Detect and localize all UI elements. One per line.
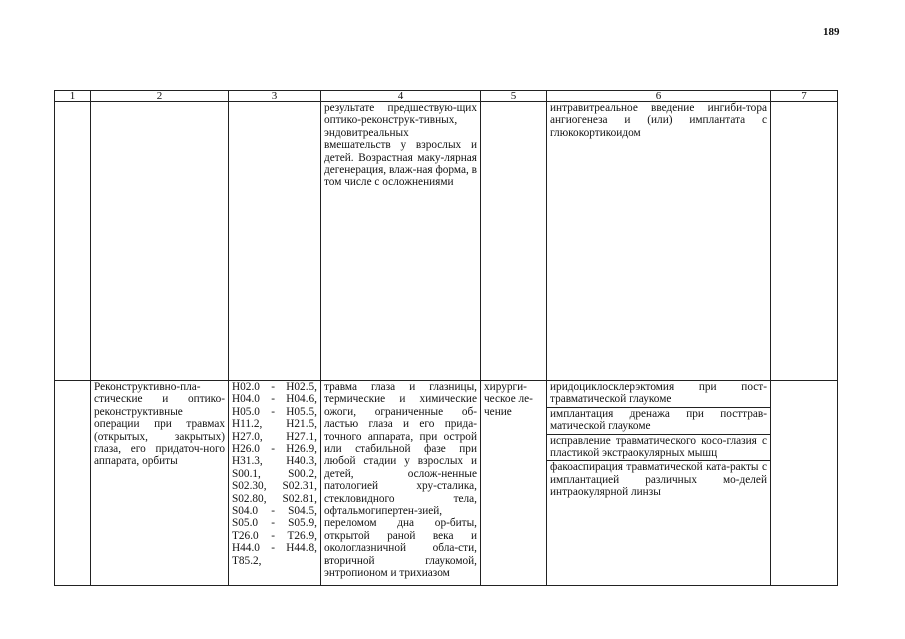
column-number: 5 xyxy=(481,91,547,102)
column-number-row xyxy=(55,91,838,102)
cell-icd-codes: H02.0 - H02.5, H04.0 - H04.6, H05.0 - H05.5, H11.2, H21.5, H27.0, H27.1, H26.0 - H26.9, H31.3, H40.3, S00.1, S00.2, S02.30, S02.31, S02.80, S02.81, S04.0 - S04.5, S05.0 - S05.9, T26.0 - T26.9, H44.0 - H44.8, T85.2, xyxy=(229,381,321,586)
page-number: 189 xyxy=(823,26,840,38)
treatment-method-item: факоаспирация травматической ката-ракты с имплантацией различных мо-делей интраокулярной линзы xyxy=(550,461,767,499)
column-number: 1 xyxy=(55,91,91,102)
column-number: 4 xyxy=(321,91,481,102)
column-number: 7 xyxy=(771,91,838,102)
column-number: 6 xyxy=(547,91,771,102)
treatment-method-item: имплантация дренажа при посттрав-матической глаукоме xyxy=(547,408,770,435)
table-row xyxy=(55,102,838,381)
column-number: 3 xyxy=(229,91,321,102)
cell-number xyxy=(55,381,91,586)
cell-treatment-methods xyxy=(547,381,771,586)
treatment-method-item: исправление травматического косо-глазия с пластикой экстраокулярных мышц xyxy=(547,435,770,462)
column-number: 2 xyxy=(91,91,229,102)
cell-number xyxy=(55,102,91,381)
cell-treatment-profile: Реконструктивно-пла-стические и оптико-реконструктивные операции при травмах (открытых, закрытых) глаза, его придаточ-ного аппарата, орбиты xyxy=(91,381,229,586)
cell-treatment-type xyxy=(481,102,547,381)
cell-treatment-method: интравитреальное введение ингиби-тора ангиогенеза и (или) имплантата с глюкокортикоидом xyxy=(547,102,771,381)
cell-icd-codes xyxy=(229,102,321,381)
table-row xyxy=(55,381,838,586)
cell-treatment-profile xyxy=(91,102,229,381)
cell-cost xyxy=(771,102,838,381)
cell-patient-model: травма глаза и глазницы, термические и химические ожоги, ограниченные об-ластью глаза и его прида-точного аппарата, при острой или стабильной фазе при любой стадии у взрослых и детей, ослож-ненные патологией хру-сталика, стекловидного тела, офтальмогипертен-зией, переломом дна ор-биты, открытой раной века и окологлазничной обла-сти, вторичной глаукомой, энтропионом и трихиазом xyxy=(321,381,481,586)
cell-cost xyxy=(771,381,838,586)
cell-patient-model: результате предшествую-щих оптико-реконструк-тивных, эндовитреальных вмешательств у взрослых и детей. Возрастная маку-лярная дегенерация, влаж-ная форма, в том числе с осложнениями xyxy=(321,102,481,381)
treatment-method-item: иридоциклосклерэктомия при пост-травматической глаукоме xyxy=(547,381,770,408)
medical-care-table xyxy=(54,90,838,586)
cell-treatment-type: хирурги-ческое ле-чение xyxy=(481,381,547,586)
